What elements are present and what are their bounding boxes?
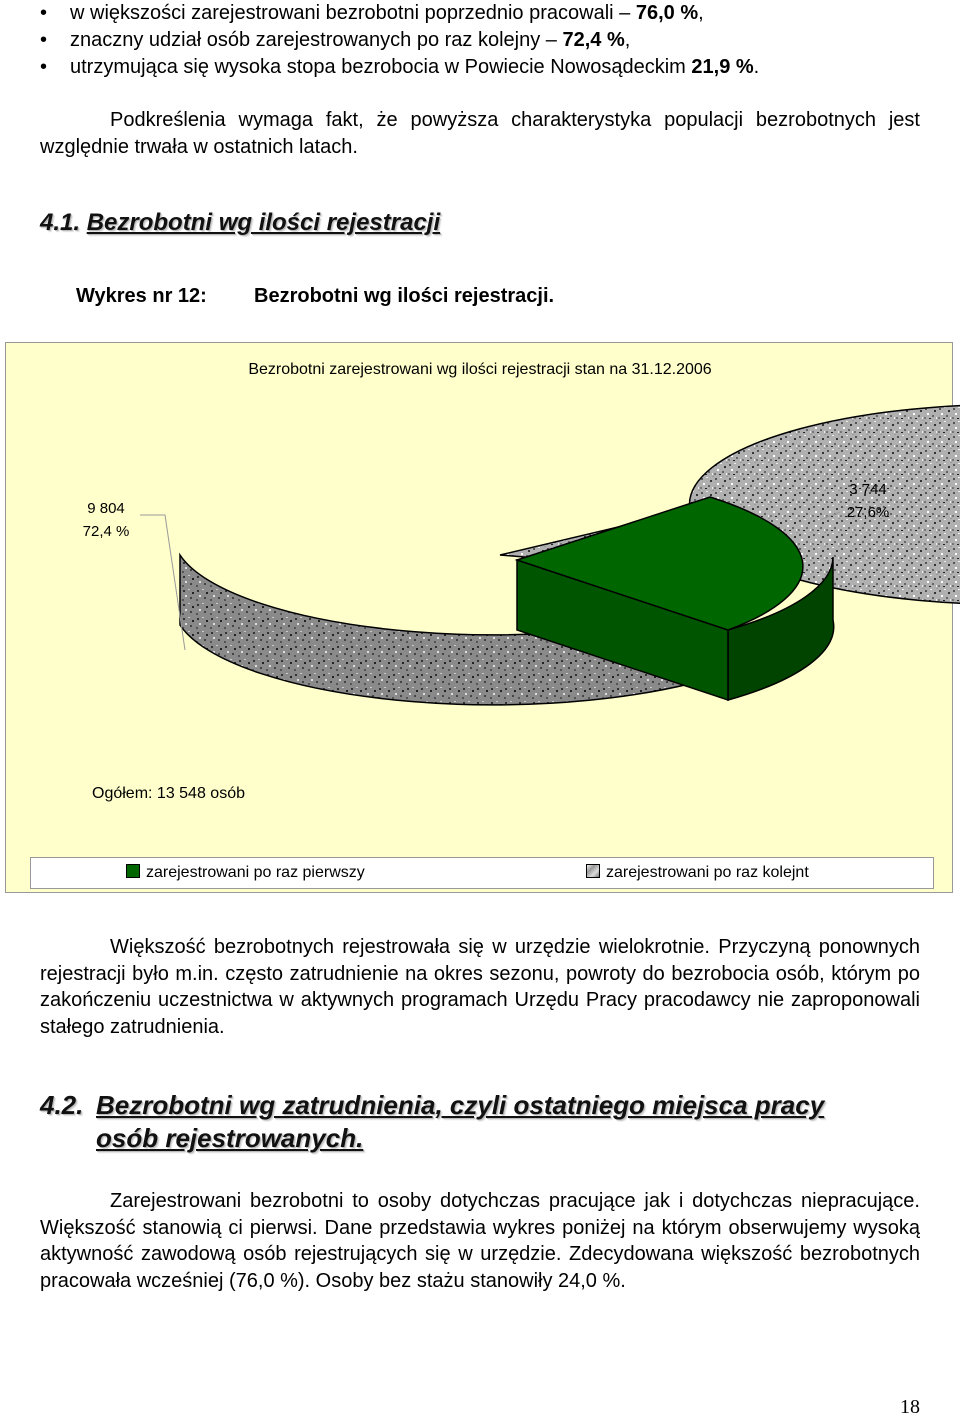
section-title: Bezrobotni wg zatrudnienia, czyli ostatniego miejsca pracy bbox=[96, 1090, 825, 1120]
bullet-tail: . bbox=[753, 56, 760, 78]
section-number: 4.2. bbox=[40, 1090, 84, 1120]
section-heading-4-2 bbox=[40, 1089, 940, 1155]
legend-label: zarejestrowani po raz pierwszy bbox=[146, 864, 365, 881]
legend-label: zarejestrowani po raz kolejnt bbox=[606, 864, 809, 881]
leader-line-gray bbox=[140, 515, 185, 650]
legend-item-repeat bbox=[586, 864, 809, 882]
slice-value-label: 3 744 bbox=[849, 481, 887, 498]
section-number: 4.1. bbox=[40, 209, 81, 236]
slice-label-gray bbox=[66, 497, 146, 543]
slice-percent-label: 27,6% bbox=[846, 504, 890, 521]
page-number: 18 bbox=[900, 1396, 920, 1418]
paragraph-employment bbox=[40, 1188, 920, 1294]
bullet-value: 76,0 % bbox=[635, 2, 699, 24]
slice-value-label: 9 804 bbox=[87, 500, 125, 517]
bullet-value: 21,9 % bbox=[691, 56, 754, 78]
bullet-text: w większości zarejestrowani bezrobotni poprzednio pracowali – bbox=[70, 2, 636, 24]
bullet-value: 72,4 % bbox=[562, 29, 625, 51]
chart-title: Bezrobotni zarejestrowani wg ilości rejestracji stan na 31.12.2006 bbox=[248, 361, 712, 378]
paragraph-repeat-registration bbox=[40, 934, 920, 1040]
figure-caption: Bezrobotni wg ilości rejestracji. bbox=[254, 285, 555, 307]
bullet-text: znaczny udział osób zarejestrowanych po raz kolejny – bbox=[70, 29, 563, 51]
legend-swatch-gray bbox=[586, 864, 600, 878]
paragraph-text: Zarejestrowani bezrobotni to osoby dotychczas pracujące jak i dotychczas niepracujące. Większość stanowią ci pierwsi. Dane przedstawia wykres poniżej na którym obserwujemy wysoką aktywność zawodową osób rejestrujących się w urzędzie. Zdecydowana większość bezrobotnych pracowała wcześniej (76,0 %). Osoby bez stażu stanowiły 24,0 %. bbox=[40, 1190, 920, 1292]
section-title: Bezrobotni wg ilości rejestracji bbox=[86, 209, 441, 236]
legend-swatch-green bbox=[126, 864, 140, 878]
slice-label-green bbox=[828, 478, 908, 524]
paragraph-text: Większość bezrobotnych rejestrowała się w urzędzie wielokrotnie. Przyczyną ponownych rejestracji było m.in. często zatrudnienie na okres sezonu, powroty do bezrobocia osób, którym po zakończeniu uczestnictwa w aktywnych programach Urzędu Pracy pracodawcy nie zaproponowali stałego zatrudnienia. bbox=[40, 936, 920, 1038]
slice-percent-label: 72,4 % bbox=[82, 523, 130, 540]
section-title-continued: osób rejestrowanych. bbox=[96, 1123, 364, 1153]
chart-total-label: Ogółem: 13 548 osób bbox=[92, 785, 245, 802]
paragraph-text: Podkreślenia wymaga fakt, że powyższa charakterystyka populacji bezrobotnych jest względnie trwała w ostatnich latach. bbox=[40, 109, 920, 158]
bullet-tail: , bbox=[698, 2, 704, 24]
figure-label: Wykres nr 12: bbox=[76, 285, 207, 307]
bullet-text: utrzymująca się wysoka stopa bezrobocia w Powiecie Nowosądeckim bbox=[70, 56, 692, 78]
bullet-tail: , bbox=[624, 29, 631, 51]
legend-item-first bbox=[126, 864, 365, 882]
